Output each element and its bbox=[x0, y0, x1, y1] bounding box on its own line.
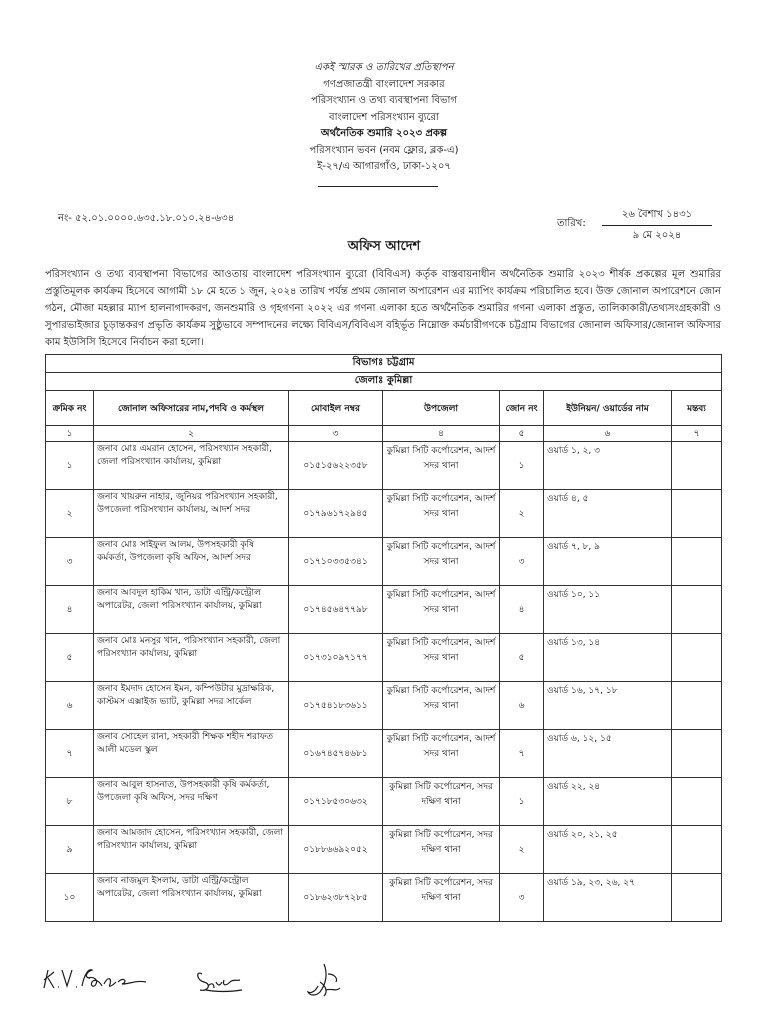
office-address: ই-২৭/এ আগারগাঁও, ঢাকা-১২০৭ bbox=[317, 161, 451, 172]
row-remark bbox=[672, 874, 722, 922]
table-row bbox=[46, 442, 722, 490]
row-serial: ৮ bbox=[46, 778, 94, 826]
government-name: গণপ্রজাতন্ত্রী বাংলাদেশ সরকার bbox=[323, 78, 445, 90]
zonal-officer-table-wrap bbox=[45, 354, 721, 922]
row-ward-names: ওয়ার্ড ২০, ২১, ২৫ bbox=[544, 826, 672, 874]
row-officer-name: জনাব ইমদাদ হোসেন ইমন, কম্পিউটার মুদ্রাক্ষরিক, কাস্টমস এক্সাইজ ভ্যাট, কুমিল্লা সদর সার্কেল bbox=[94, 682, 289, 730]
row-zone-number: ২ bbox=[500, 490, 544, 538]
bureau-name: বাংলাদেশ পরিসংখ্যান ব্যুরো bbox=[329, 111, 439, 123]
row-serial: ৭ bbox=[46, 730, 94, 778]
row-remark bbox=[672, 490, 722, 538]
row-officer-name: জনাব আমজাদ হোসেন, পরিসংখ্যান সহকারী, জেলা পরিসংখ্যান কার্যালয়, কুমিল্লা bbox=[94, 826, 289, 874]
letterhead-divider bbox=[318, 186, 438, 187]
row-upazila: কুমিল্লা সিটি কর্পোরেশন, সদর দক্ষিণ থানা bbox=[383, 826, 500, 874]
row-upazila: কুমিল্লা সিটি কর্পোরেশন, আদর্শ সদর থানা bbox=[383, 538, 500, 586]
row-officer-name: জনাব আবুল হাসনাত, উপসহকারী কৃষি কর্মকর্তা, উপজেলা কৃষি অফিস, সদর দক্ষিণ bbox=[94, 778, 289, 826]
header-mobile: মোবাইল নম্বর bbox=[289, 391, 383, 426]
row-upazila: কুমিল্লা সিটি কর্পোরেশন, সদর দক্ষিণ থানা bbox=[383, 874, 500, 922]
row-zone-number: ৪ bbox=[500, 586, 544, 634]
office-building: পরিসংখ্যান ভবন (নবম ফ্লোর, ব্লক-এ) bbox=[309, 144, 459, 156]
column-number: ৬ bbox=[544, 426, 672, 442]
header-upazila: উপজেলা bbox=[383, 391, 500, 426]
row-officer-name: জনাব মোঃ সাইফুল আলম, উপসহকারী কৃষি কর্মকর্তা, উপজেলা কৃষি অফিস, আদর্শ সদর bbox=[94, 538, 289, 586]
date-bangla: ২৬ বৈশাখ ১৪৩১ bbox=[602, 207, 712, 226]
row-zone-number: ১ bbox=[500, 442, 544, 490]
date-label: তারিখ: bbox=[557, 218, 586, 229]
row-ward-names: ওয়ার্ড ৪, ৫ bbox=[544, 490, 672, 538]
row-zone-number: ২ bbox=[500, 826, 544, 874]
row-ward-names: ওয়ার্ড ১৯, ২৩, ২৬, ২৭ bbox=[544, 874, 672, 922]
division-caption-row bbox=[46, 355, 722, 373]
row-ward-names: ওয়ার্ড ১৬, ১৭, ১৮ bbox=[544, 682, 672, 730]
header-zone: জোন নং bbox=[500, 391, 544, 426]
row-remark bbox=[672, 826, 722, 874]
signature-2 bbox=[192, 960, 262, 998]
column-number: ১ bbox=[46, 426, 94, 442]
row-officer-name: জনাব নাজমুল ইসলাম, ডাটা এন্ট্রি/কন্ট্রোল অপারেটর, জেলা পরিসংখ্যান কার্যালয়, কুমিল্লা bbox=[94, 874, 289, 922]
row-upazila: কুমিল্লা সিটি কর্পোরেশন, আদর্শ সদর থানা bbox=[383, 442, 500, 490]
row-mobile-number: ০১৭৪৫৬৪৭৭৯৮ bbox=[289, 586, 383, 634]
replacement-note: একই স্মারক ও তারিখের প্রতিস্থাপন bbox=[314, 62, 454, 73]
row-remark bbox=[672, 778, 722, 826]
row-officer-name: জনাব আবদুল হাকিম খান, ডাটা এন্ট্রি/কন্ট্রোল অপারেটর, জেলা পরিসংখ্যান কার্যালয়, কুমিল্লা bbox=[94, 586, 289, 634]
table-row bbox=[46, 490, 722, 538]
order-body-paragraph: পরিসংখ্যান ও তথ্য ব্যবস্থাপনা বিভাগের আওতায় বাংলাদেশ পরিসংখ্যান ব্যুরো (বিবিএস) কর্তৃক বাস্তবায়নাধীন অর্থনৈতিক শুমারি ২০২৩ শীর্ষক প্রকল্পের মূল শুমারির প্রস্তুতিমূলক কার্যক্রম হিসেবে আগামী ১৮ মে হতে ১ জুন, ২০২৪ তারিখ পর্যন্ত প্রথম জোনাল অপারেশন এর ম্যাপিং কার্যক্রম পরিচালিত হবে। উক্ত জোনাল অপারেশনে জোন গঠন, মৌজা মহল্লার ম্যাপ হালনাগাদকরণ, জনশুমারি ও গৃহগণনা ২০২২ এর গণনা এলাকা হতে অর্থনৈতিক শুমারির গণনা এলাকা প্রস্তুত, তালিকাকারী/তথ্যসংগ্রহকারী ও সুপারভাইজার চূড়ান্তকরণ প্রভৃতি কার্যক্রম সুষ্ঠুভাবে সম্পাদনের লক্ষ্যে বিবিএস/বিবিএস বহির্ভূত নিম্নোক্ত কর্মচারীগণকে চট্টগ্রাম বিভাগের জোনাল অফিসার/জোনাল অফিসার কাম ইউসিসি হিসেবে নির্বাচন করা হলো। bbox=[45, 269, 721, 348]
row-ward-names: ওয়ার্ড ৭, ৮, ৯ bbox=[544, 538, 672, 586]
row-remark bbox=[672, 538, 722, 586]
row-mobile-number: ০১৭১০৩৩৫৩৪১ bbox=[289, 538, 383, 586]
signature-3 bbox=[300, 960, 360, 1002]
column-number: ২ bbox=[94, 426, 289, 442]
row-officer-name: জনাব খায়রুন নাহার, জুনিয়র পরিসংখ্যান সহকারী, উপজেলা পরিসংখ্যান কার্যালয়, আদর্শ সদর bbox=[94, 490, 289, 538]
header-serial: ক্রমিক নং bbox=[46, 391, 94, 426]
row-mobile-number: ০১৭৫৪১৮৩৬১১ bbox=[289, 682, 383, 730]
district-caption: জেলাঃ কুমিল্লা bbox=[46, 373, 722, 391]
row-serial: ১ bbox=[46, 442, 94, 490]
row-ward-names: ওয়ার্ড ৬, ১২, ১৫ bbox=[544, 730, 672, 778]
row-serial: ১০ bbox=[46, 874, 94, 922]
header-officer: জোনাল অফিসারের নাম,পদবি ও কর্মস্থল bbox=[94, 391, 289, 426]
row-officer-name: জনাব সোহেল রানা, সহকারী শিক্ষক শহীদ শরাফত আলী মডেল স্কুল bbox=[94, 730, 289, 778]
row-zone-number: ৬ bbox=[500, 682, 544, 730]
row-mobile-number: ০১৭৯৬১৭২৯৪৫ bbox=[289, 490, 383, 538]
row-serial: ৬ bbox=[46, 682, 94, 730]
column-number: ৭ bbox=[672, 426, 722, 442]
row-mobile-number: ০১৮৮৬৬৯২০৫২ bbox=[289, 826, 383, 874]
signature-1 bbox=[40, 960, 150, 996]
column-number: ৫ bbox=[500, 426, 544, 442]
row-zone-number: ৭ bbox=[500, 730, 544, 778]
table-row bbox=[46, 730, 722, 778]
table-row bbox=[46, 778, 722, 826]
row-remark bbox=[672, 682, 722, 730]
table-row bbox=[46, 682, 722, 730]
row-upazila: কুমিল্লা সিটি কর্পোরেশন, আদর্শ সদর থানা bbox=[383, 682, 500, 730]
table-row bbox=[46, 634, 722, 682]
table-header-row bbox=[46, 391, 722, 426]
header-ward: ইউনিয়ন/ ওয়ার্ডের নাম bbox=[544, 391, 672, 426]
row-remark bbox=[672, 586, 722, 634]
table-row bbox=[46, 826, 722, 874]
row-ward-names: ওয়ার্ড ১, ২, ৩ bbox=[544, 442, 672, 490]
row-upazila: কুমিল্লা সিটি কর্পোরেশন, আদর্শ সদর থানা bbox=[383, 586, 500, 634]
zonal-officer-table bbox=[45, 354, 722, 922]
row-officer-name: জনাব মোঃ এমরান হোসেন, পরিসংখ্যান সহকারী, জেলা পরিসংখ্যান কার্যালয়, কুমিল্লা bbox=[94, 442, 289, 490]
row-remark bbox=[672, 730, 722, 778]
date-english: ৯ মে ২০২৪ bbox=[632, 230, 682, 241]
row-remark bbox=[672, 442, 722, 490]
row-serial: ৩ bbox=[46, 538, 94, 586]
column-number-row bbox=[46, 426, 722, 442]
row-upazila: কুমিল্লা সিটি কর্পোরেশন, আদর্শ সদর থানা bbox=[383, 490, 500, 538]
division-caption: বিভাগঃ চট্টগ্রাম bbox=[46, 355, 722, 373]
row-mobile-number: ০১৭৩১০৯৭১৭৭ bbox=[289, 634, 383, 682]
letterhead bbox=[0, 60, 768, 176]
table-row bbox=[46, 874, 722, 922]
row-mobile-number: ০১৭১৮৫৩০৬৩২ bbox=[289, 778, 383, 826]
header-remark: মন্তব্য bbox=[672, 391, 722, 426]
row-ward-names: ওয়ার্ড ১৩, ১৪ bbox=[544, 634, 672, 682]
row-upazila: কুমিল্লা সিটি কর্পোরেশন, সদর দক্ষিণ থানা bbox=[383, 778, 500, 826]
row-serial: ২ bbox=[46, 490, 94, 538]
row-zone-number: ১ bbox=[500, 778, 544, 826]
row-upazila: কুমিল্লা সিটি কর্পোরেশন, আদর্শ সদর থানা bbox=[383, 634, 500, 682]
row-zone-number: ৩ bbox=[500, 874, 544, 922]
district-caption-row bbox=[46, 373, 722, 391]
row-mobile-number: ০১৫১৫৬২২৩৫৮ bbox=[289, 442, 383, 490]
table-row bbox=[46, 586, 722, 634]
memo-number: নং- ৫২.০১.০০০০.৬৩৫.১৮.০১০.২৪-৬৩৪ bbox=[58, 213, 235, 224]
division-name: পরিসংখ্যান ও তথ্য ব্যবস্থাপনা বিভাগ bbox=[311, 95, 457, 106]
row-upazila: কুমিল্লা সিটি কর্পোরেশন, আদর্শ সদর থানা bbox=[383, 730, 500, 778]
column-number: ৪ bbox=[383, 426, 500, 442]
row-zone-number: ৫ bbox=[500, 634, 544, 682]
column-number: ৩ bbox=[289, 426, 383, 442]
row-serial: ৫ bbox=[46, 634, 94, 682]
row-mobile-number: ০১৬৭৪৫৭৪৬৮১ bbox=[289, 730, 383, 778]
office-order-title: অফিস আদেশ bbox=[347, 239, 421, 254]
row-officer-name: জনাব মোঃ মনসুর খান, পরিসংখ্যান সহকারী, জেলা পরিসংখ্যান কার্যালয়, কুমিল্লা bbox=[94, 634, 289, 682]
row-serial: ৯ bbox=[46, 826, 94, 874]
row-mobile-number: ০১৮৬২৩৮৭২৮৫ bbox=[289, 874, 383, 922]
row-serial: ৪ bbox=[46, 586, 94, 634]
row-remark bbox=[672, 634, 722, 682]
row-ward-names: ওয়ার্ড ২২, ২৪ bbox=[544, 778, 672, 826]
table-row bbox=[46, 538, 722, 586]
row-zone-number: ৩ bbox=[500, 538, 544, 586]
row-ward-names: ওয়ার্ড ১০, ১১ bbox=[544, 586, 672, 634]
project-name: অর্থনৈতিক শুমারি ২০২৩ প্রকল্প bbox=[320, 128, 448, 139]
